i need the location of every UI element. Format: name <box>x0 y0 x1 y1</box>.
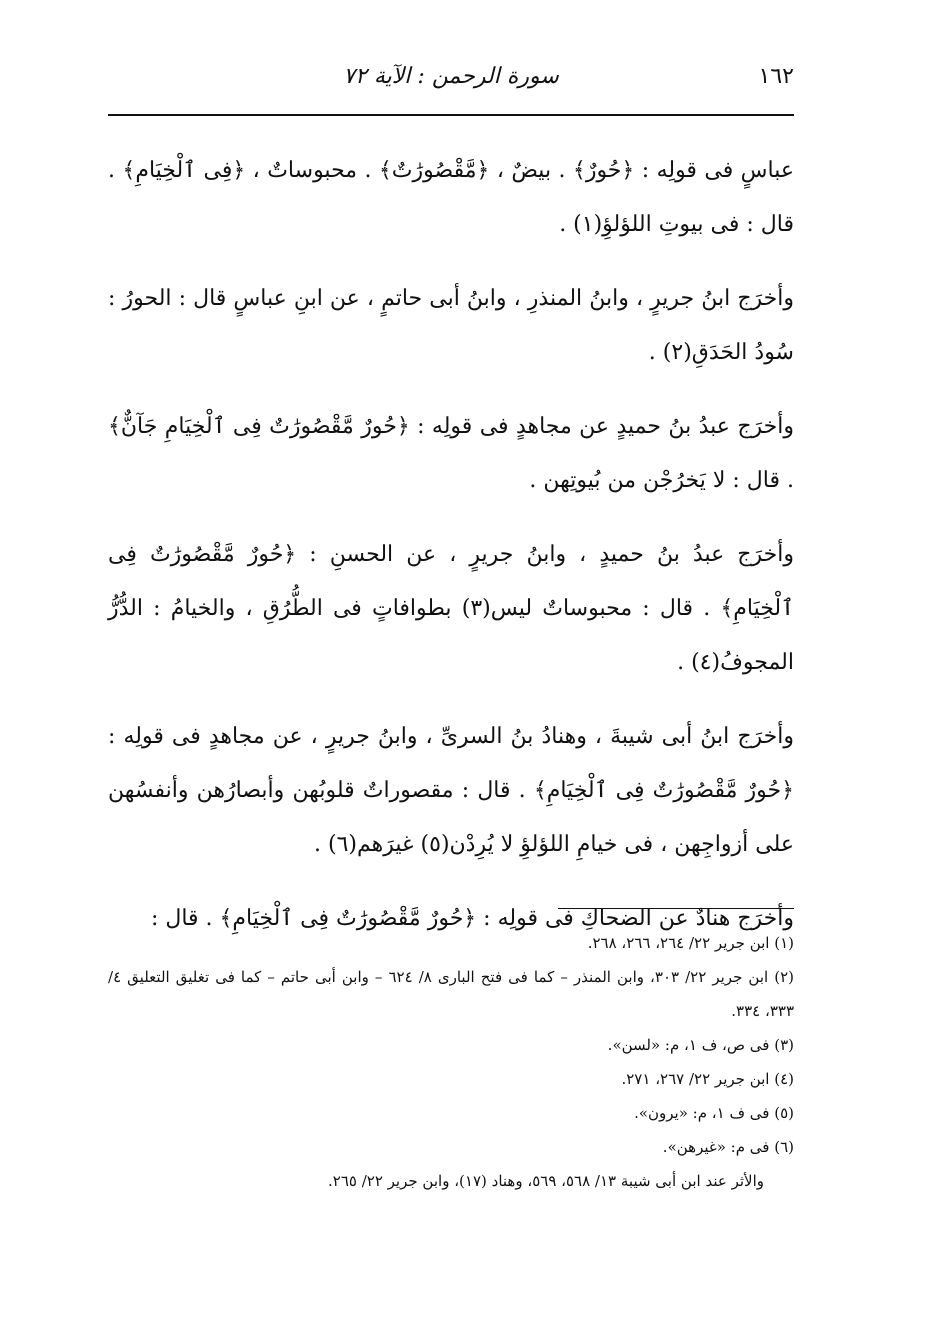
header-rule <box>108 114 794 116</box>
footnote: (٢) ابن جرير ٢٢/ ٣٠٣، وابن المنذر – كما فى فتح البارى ٨/ ٦٢٤ – وابن أبى حاتم – كما فى تغليق التعليق ٤/ ٣٣٣، ٣٣٤. <box>108 968 794 1020</box>
footnote: (٤) ابن جرير ٢٢/ ٢٦٧، ٢٧١. <box>621 1070 794 1088</box>
footnote-rule <box>558 908 794 909</box>
paragraph: عباسٍ فى قولِه : ﴿حُورٌ﴾ . بيضٌ ، ﴿مَّقْصُورَٰتٌ﴾ . محبوساتٌ ، ﴿فِى ٱلْخِيَامِ﴾ . قال : فى بيوتِ اللؤلؤِ(١) . <box>108 158 794 237</box>
footnotes <box>108 926 794 1198</box>
footnote: (٣) فى ص، ف ١، م: «لسن». <box>607 1036 794 1054</box>
paragraph: وأخرَج ابنُ أبى شيبةَ ، وهنادُ بنُ السرىِّ ، وابنُ جريرٍ ، عن مجاهدٍ فى قولِه : ﴿حُورٌ مَّقْصُورَٰتٌ فِى ٱلْخِيَامِ﴾ . قال : مقصوراتٌ قلوبُهن وأبصارُهن وأنفسُهن على أزواجِهن ، فى خيامِ اللؤلؤِ لا يُرِدْن(٥) غيرَهم(٦) . <box>108 724 794 857</box>
footnote: (٦) فى م: «غيرهن». <box>662 1138 794 1156</box>
book-page <box>108 60 795 1190</box>
paragraph: وأخرَج ابنُ جريرٍ ، وابنُ المنذرِ ، وابنُ أبى حاتمٍ ، عن ابنِ عباسٍ قال : الحورُ : سُودُ الحَدَقِ(٢) . <box>108 286 794 365</box>
main-text <box>108 144 794 966</box>
paragraph: وأخرَج عبدُ بنُ حميدٍ ، وابنُ جريرٍ ، عن الحسنِ : ﴿حُورٌ مَّقْصُورَٰتٌ فِى ٱلْخِيَامِ﴾ . قال : محبوساتٌ ليس(٣) بطوافاتٍ فى الطُّرُقِ ، والخيامُ : الدُّرُّ المجوفُ(٤) . <box>108 542 795 675</box>
paragraph: وأخرَج عبدُ بنُ حميدٍ عن مجاهدٍ فى قولِه : ﴿حُورٌ مَّقْصُورَٰتٌ فِى ٱلْخِيَامِ جَآنٌّ﴾ . قال : لا يَخرُجْن من بُيوتِهن . <box>108 414 794 493</box>
footnote-source-note: والأثر عند ابن أبى شيبة ١٣/ ٥٦٨، ٥٦٩، وهناد (١٧)، وابن جرير ٢٢/ ٢٦٥. <box>327 1172 764 1190</box>
running-title: سورة الرحمن : الآية ٧٢ <box>343 64 559 89</box>
footnote: (١) ابن جرير ٢٢/ ٢٦٤، ٢٦٦، ٢٦٨. <box>587 934 794 952</box>
page-number: ١٦٢ <box>758 64 794 89</box>
footnote: (٥) فى ف ١، م: «يرون». <box>634 1104 794 1122</box>
running-header <box>108 60 794 100</box>
paragraph: وأخرَج هنادٌ عن الضحاكِ فى قولِه : ﴿حُورٌ مَّقْصُورَٰتٌ فِى ٱلْخِيَامِ﴾ . قال : <box>150 906 794 931</box>
